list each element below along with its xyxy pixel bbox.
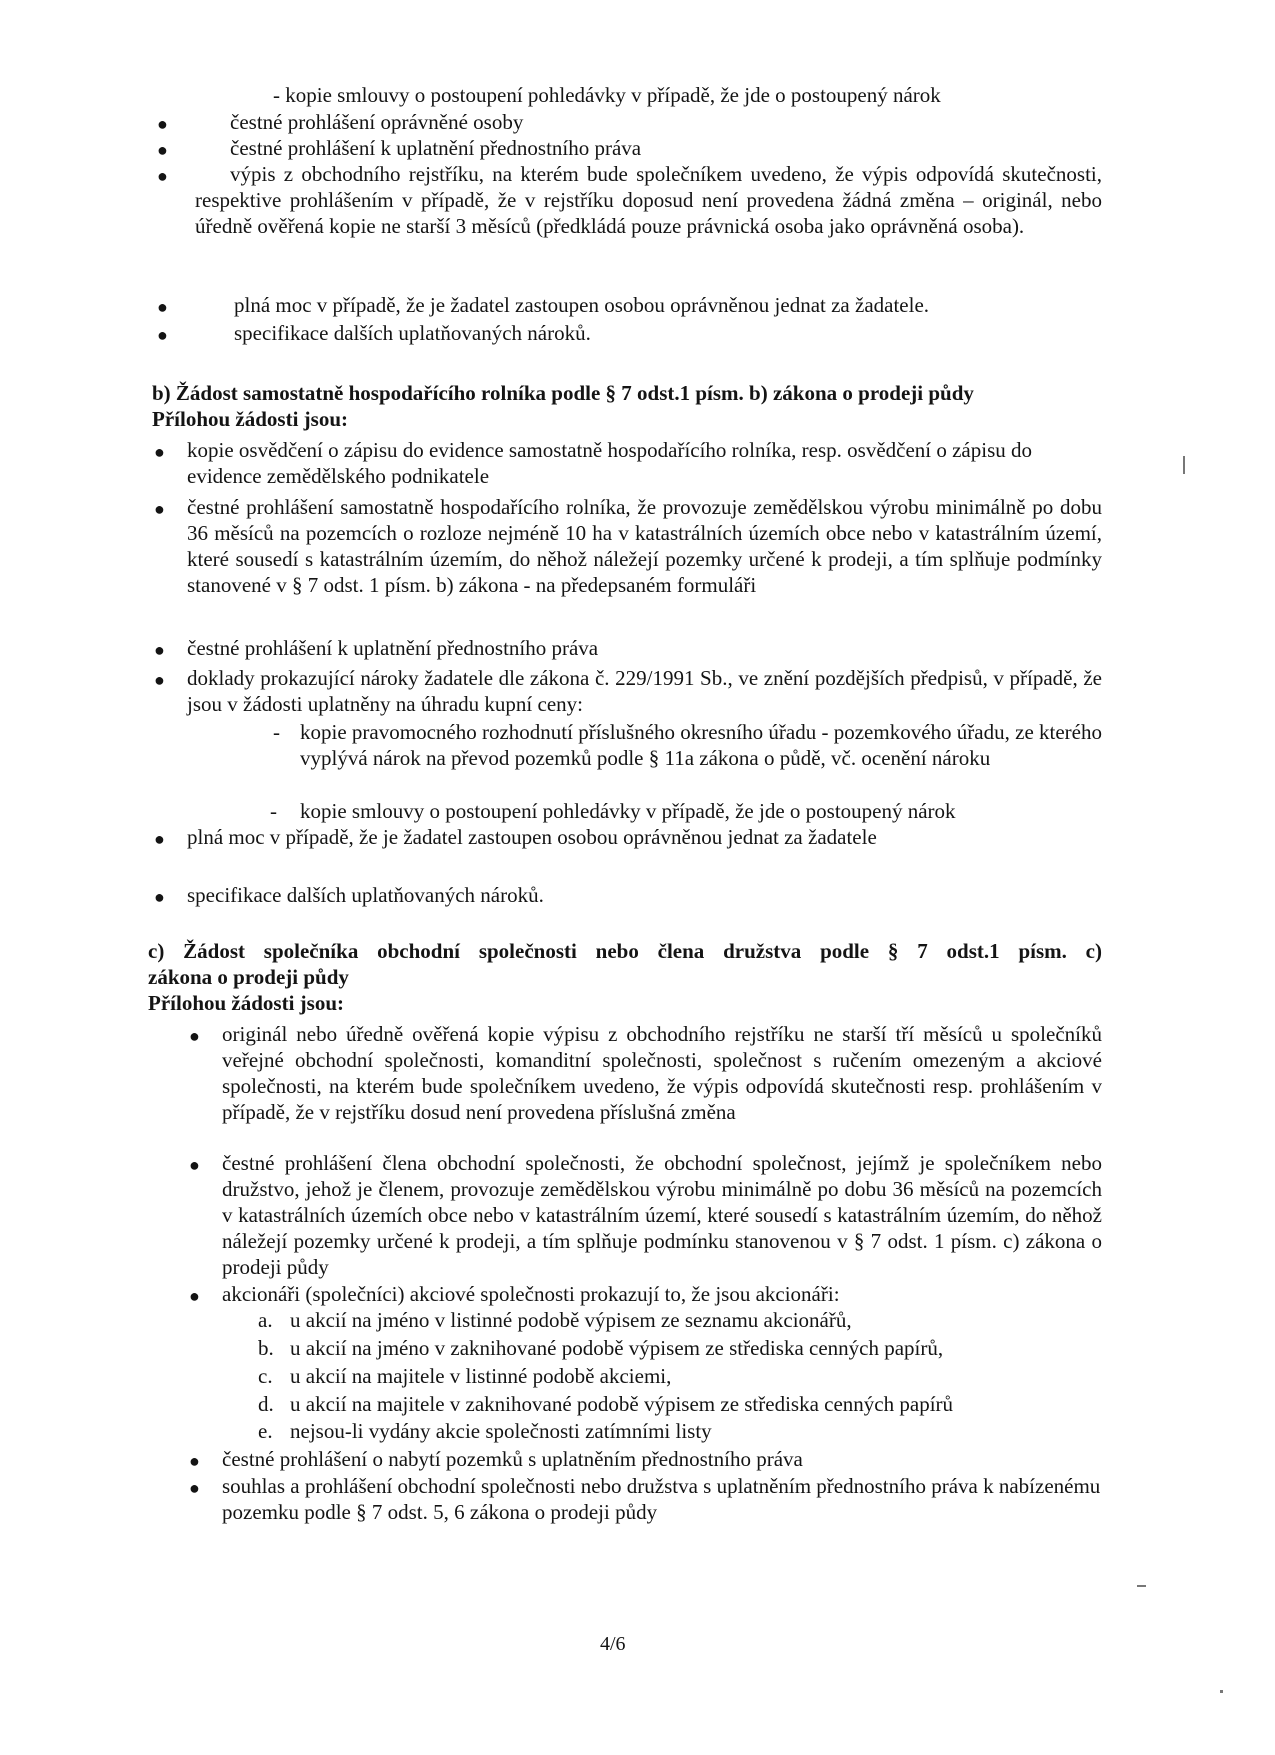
list-item: čestné prohlášení o nabytí pozemků s uplatněním přednostního práva [222, 1447, 803, 1471]
list-item: kopie osvědčení o zápisu do evidence samostatně hospodařícího rolníka, resp. osvědčení o zápisu do evidence zemědělského podnikatele [187, 438, 1033, 488]
alpha-marker: e. [258, 1419, 273, 1443]
list-item: výpis z obchodního rejstříku, na kterém bude společníkem uvedeno, že výpis odpovídá skutečnosti, respektive prohlášením v případě, že v rejstříku doposud není provedena žádná změna – originál, nebo úředně ověřená kopie ne starší 3 měsíců (předkládá pouze právnická osoba jako oprávněná osoba). [195, 162, 1102, 238]
alpha-list-item: nejsou-li vydány akcie společnosti zatímními listy [290, 1419, 712, 1443]
alpha-list-item: u akcií na jméno v zaknihované podobě výpisem ze střediska cenných papírů, [290, 1336, 944, 1360]
list-item: specifikace dalších uplatňovaných nároků. [234, 321, 591, 345]
bullet-icon: ● [189, 1155, 200, 1175]
sub-list-item: kopie pravomocného rozhodnutí příslušného okresního úřadu - pozemkového úřadu, ze kterého vyplývá nárok na převod pozemků podle § 11a zákona o půdě, vč. ocenění nároku [300, 720, 1102, 770]
scan-speck [1183, 456, 1185, 474]
section-c-heading-cont: zákona o prodeji půdy [148, 965, 349, 989]
bullet-icon: ● [154, 829, 165, 849]
bullet-icon: ● [189, 1451, 200, 1471]
list-item: čestné prohlášení samostatně hospodařícího rolníka, že provozuje zemědělskou výrobu minimálně po dobu 36 měsíců na pozemcích o rozloze nejméně 10 ha v katastrálních územích obce nebo v katastrálním území, které sousedí s katastrálním územím, do něhož náležejí pozemky určené k prodeji, a tím splňuje podmínky stanovené v § 7 odst. 1 písm. b) zákona - na předepsaném formuláři [187, 495, 1102, 597]
bullet-icon: ● [189, 1478, 200, 1498]
bullet-icon: ● [189, 1286, 200, 1306]
alpha-marker: b. [258, 1336, 274, 1360]
list-item: doklady prokazující nároky žadatele dle zákona č. 229/1991 Sb., ve znění pozdějších předpisů, v případě, že jsou v žádosti uplatněny na úhradu kupní ceny: [187, 666, 1102, 716]
list-item: plná moc v případě, že je žadatel zastoupen osobou oprávněnou jednat za žadatele. [234, 293, 930, 317]
scan-speck [1220, 1690, 1223, 1693]
list-item: souhlas a prohlášení obchodní společnosti nebo družstva s uplatněním přednostního práva k nabízenému pozemku podle § 7 odst. 5, 6 zákona o prodeji půdy [222, 1474, 1101, 1524]
section-b-heading: b) Žádost samostatně hospodařícího rolníka podle § 7 odst.1 písm. b) zákona o prodeji půdy [152, 381, 974, 405]
list-item: akcionáři (společníci) akciové společnosti prokazují to, že jsou akcionáři: [222, 1282, 840, 1306]
alpha-list-item: u akcií na majitele v listinné podobě akciemi, [290, 1364, 672, 1388]
dash-marker: - [273, 720, 280, 744]
dash-marker: - [270, 799, 277, 823]
list-item: čestné prohlášení k uplatnění přednostního práva [187, 636, 599, 660]
scan-speck [1137, 1585, 1146, 1587]
bullet-icon: ● [154, 499, 165, 519]
alpha-list-item: u akcií na jméno v listinné podobě výpisem ze seznamu akcionářů, [290, 1308, 852, 1332]
bullet-icon: ● [154, 442, 165, 462]
bullet-icon: ● [154, 887, 165, 907]
alpha-marker: c. [258, 1364, 273, 1388]
list-item: čestné prohlášení k uplatnění přednostního práva [230, 136, 642, 160]
bullet-icon: ● [154, 640, 165, 660]
bullet-icon: ● [157, 297, 168, 317]
bullet-icon: ● [154, 670, 165, 690]
bullet-icon: ● [157, 140, 168, 160]
section-c-subheading: Přílohou žádosti jsou: [148, 991, 345, 1015]
bullet-icon: ● [157, 114, 168, 134]
section-b-subheading: Přílohou žádosti jsou: [152, 407, 349, 431]
bullet-icon: ● [157, 325, 168, 345]
list-item: plná moc v případě, že je žadatel zastoupen osobou oprávněnou jednat za žadatele [187, 825, 877, 849]
alpha-list-item: u akcií na majitele v zaknihované podobě výpisem ze střediska cenných papírů [290, 1392, 954, 1416]
list-item: čestné prohlášení oprávněné osoby [230, 110, 524, 134]
list-item: specifikace dalších uplatňovaných nároků. [187, 883, 544, 907]
bullet-icon: ● [157, 166, 168, 186]
section-c-heading: c) Žádost společníka obchodní společnosti nebo člena družstva podle § 7 odst.1 písm. c) [148, 939, 1102, 963]
page-number: 4/6 [600, 1633, 626, 1655]
sub-list-item: kopie smlouvy o postoupení pohledávky v případě, že jde o postoupený nárok [300, 799, 956, 823]
list-item: originál nebo úředně ověřená kopie výpisu z obchodního rejstříku ne starší tří měsíců u společníků veřejné obchodní společnosti, komanditní společnosti, společnost s ručením omezeným a akciové společnosti, na kterém bude společníkem uvedeno, že výpis odpovídá skutečnosti resp. prohlášením v případě, že v rejstříku dosud není provedena příslušná změna [222, 1022, 1102, 1124]
alpha-marker: d. [258, 1392, 274, 1416]
alpha-marker: a. [258, 1308, 273, 1332]
dash-list-item: - kopie smlouvy o postoupení pohledávky v případě, že jde o postoupený nárok [273, 83, 941, 107]
list-item: čestné prohlášení člena obchodní společnosti, že obchodní společnost, jejímž je společníkem nebo družstvo, jehož je členem, provozuje zemědělskou výrobu minimálně po dobu 36 měsíců na pozemcích v katastrálních územích obce nebo v katastrálním území, které sousedí s katastrálním územím, do něhož náležejí pozemky určené k prodeji, a tím splňuje podmínku stanovenou v § 7 odst. 1 písm. c) zákona o prodeji půdy [222, 1151, 1102, 1279]
bullet-icon: ● [189, 1026, 200, 1046]
